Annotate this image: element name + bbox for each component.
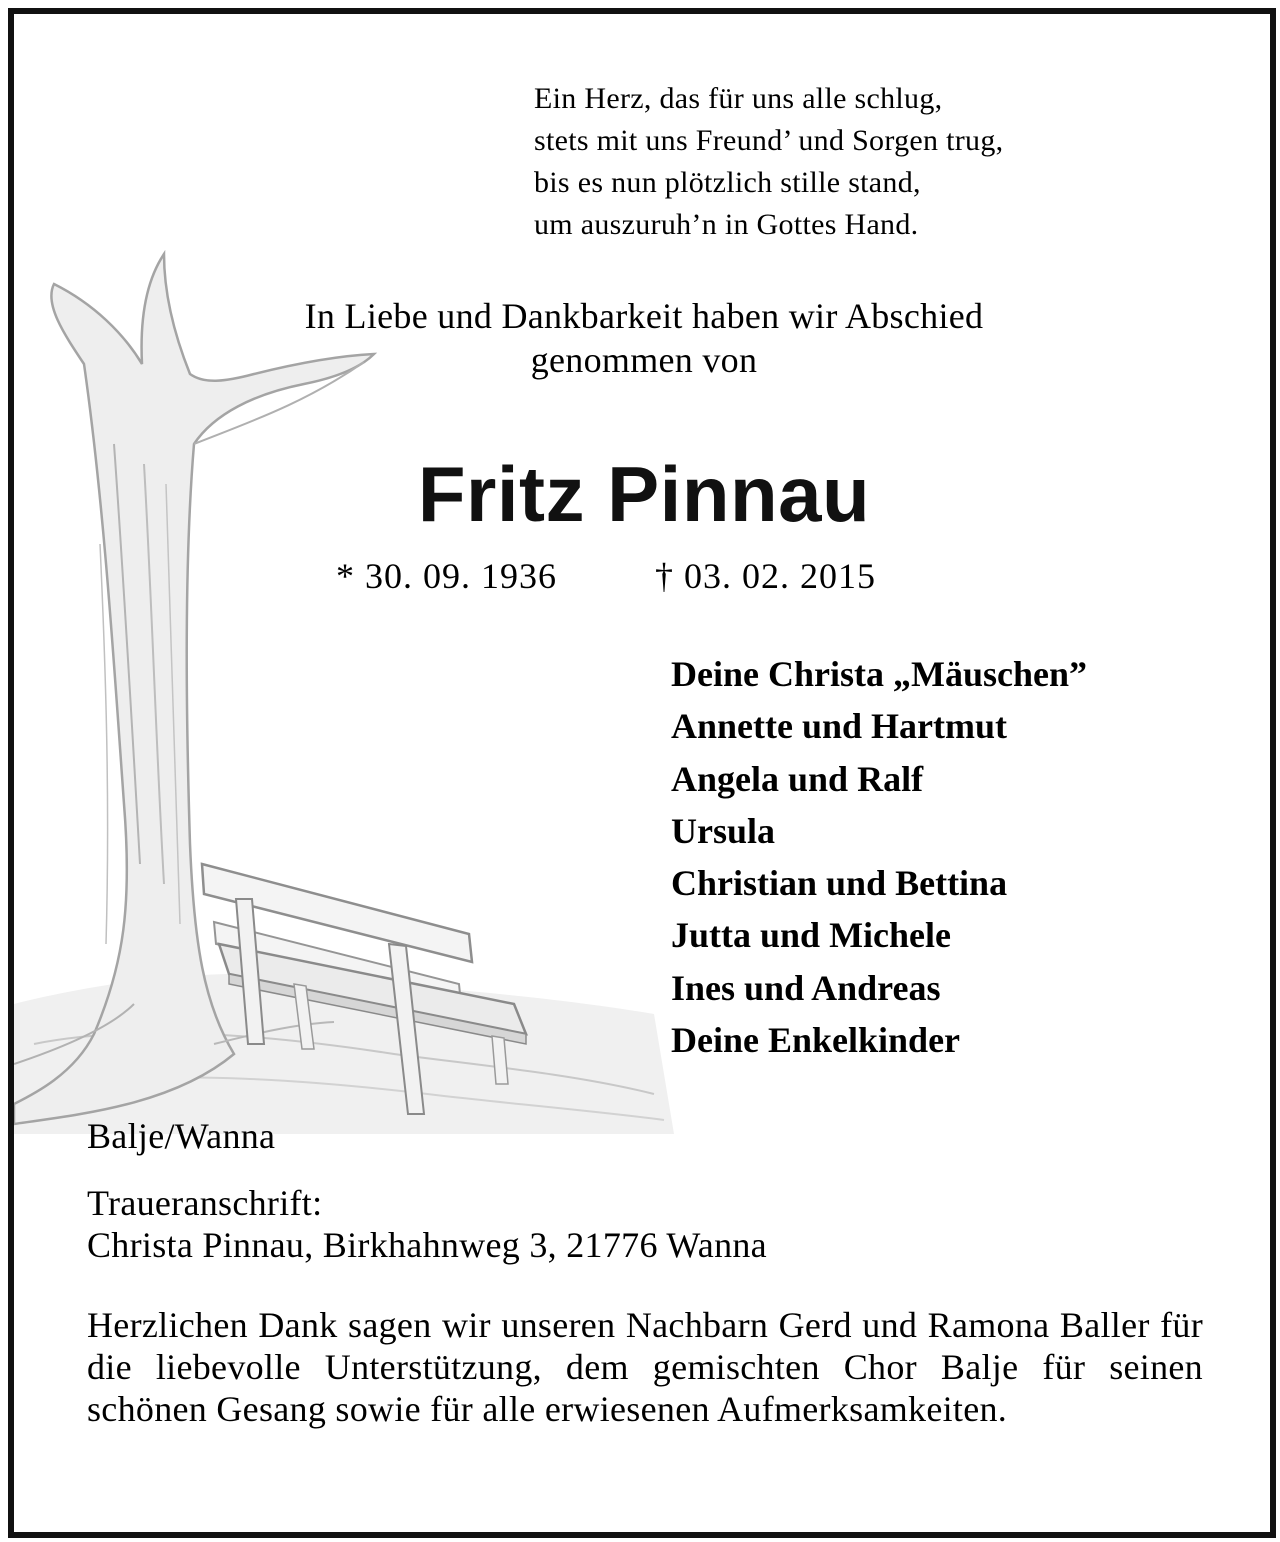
- death-date: † 03. 02. 2015: [655, 556, 876, 596]
- life-dates: [336, 552, 876, 600]
- intro-line-2: genommen von: [530, 340, 758, 380]
- poem-line: bis es nun plötzlich stille stand,: [534, 166, 921, 199]
- place-name: Balje/Wanna: [87, 1116, 276, 1156]
- deceased-name: Fritz Pinnau: [417, 450, 871, 538]
- intro-line-1: In Liebe und Dankbarkeit haben wir Abschied: [304, 296, 984, 336]
- mourner: Jutta und Michele: [671, 915, 952, 956]
- obituary-notice: [8, 8, 1276, 1538]
- mourner: Christian und Bettina: [671, 863, 1008, 904]
- poem-line: Ein Herz, das für uns alle schlug,: [534, 82, 943, 115]
- mourner: Annette und Hartmut: [671, 706, 1008, 747]
- address-value: Christa Pinnau, Birkhahnweg 3, 21776 Wanna: [87, 1225, 767, 1265]
- birth-date: * 30. 09. 1936: [336, 556, 557, 596]
- farewell-intro: [124, 294, 1164, 382]
- mourners-list: [671, 648, 1251, 1066]
- mourner: Ines und Andreas: [671, 967, 941, 1008]
- poem-line: stets mit uns Freund’ und Sorgen trug,: [534, 124, 1004, 157]
- mourner: Deine Christa „Mäuschen”: [671, 654, 1087, 694]
- memorial-poem: [534, 78, 1234, 246]
- mourner: Deine Enkelkinder: [671, 1020, 961, 1061]
- thanks-paragraph: Herzlichen Dank sagen wir unseren Nachbarn Gerd und Ramona Baller für die liebevolle Unterstützung, dem gemischten Chor Balje für seinen schönen Gesang sowie für alle erwiesenen Aufmerksamkeiten.: [87, 1305, 1203, 1429]
- mourning-address: [87, 1182, 767, 1266]
- poem-line: um auszuruh’n in Gottes Hand.: [534, 208, 919, 241]
- mourner: Ursula: [671, 810, 776, 851]
- mourner: Angela und Ralf: [671, 758, 924, 799]
- address-label: Traueranschrift:: [87, 1183, 323, 1223]
